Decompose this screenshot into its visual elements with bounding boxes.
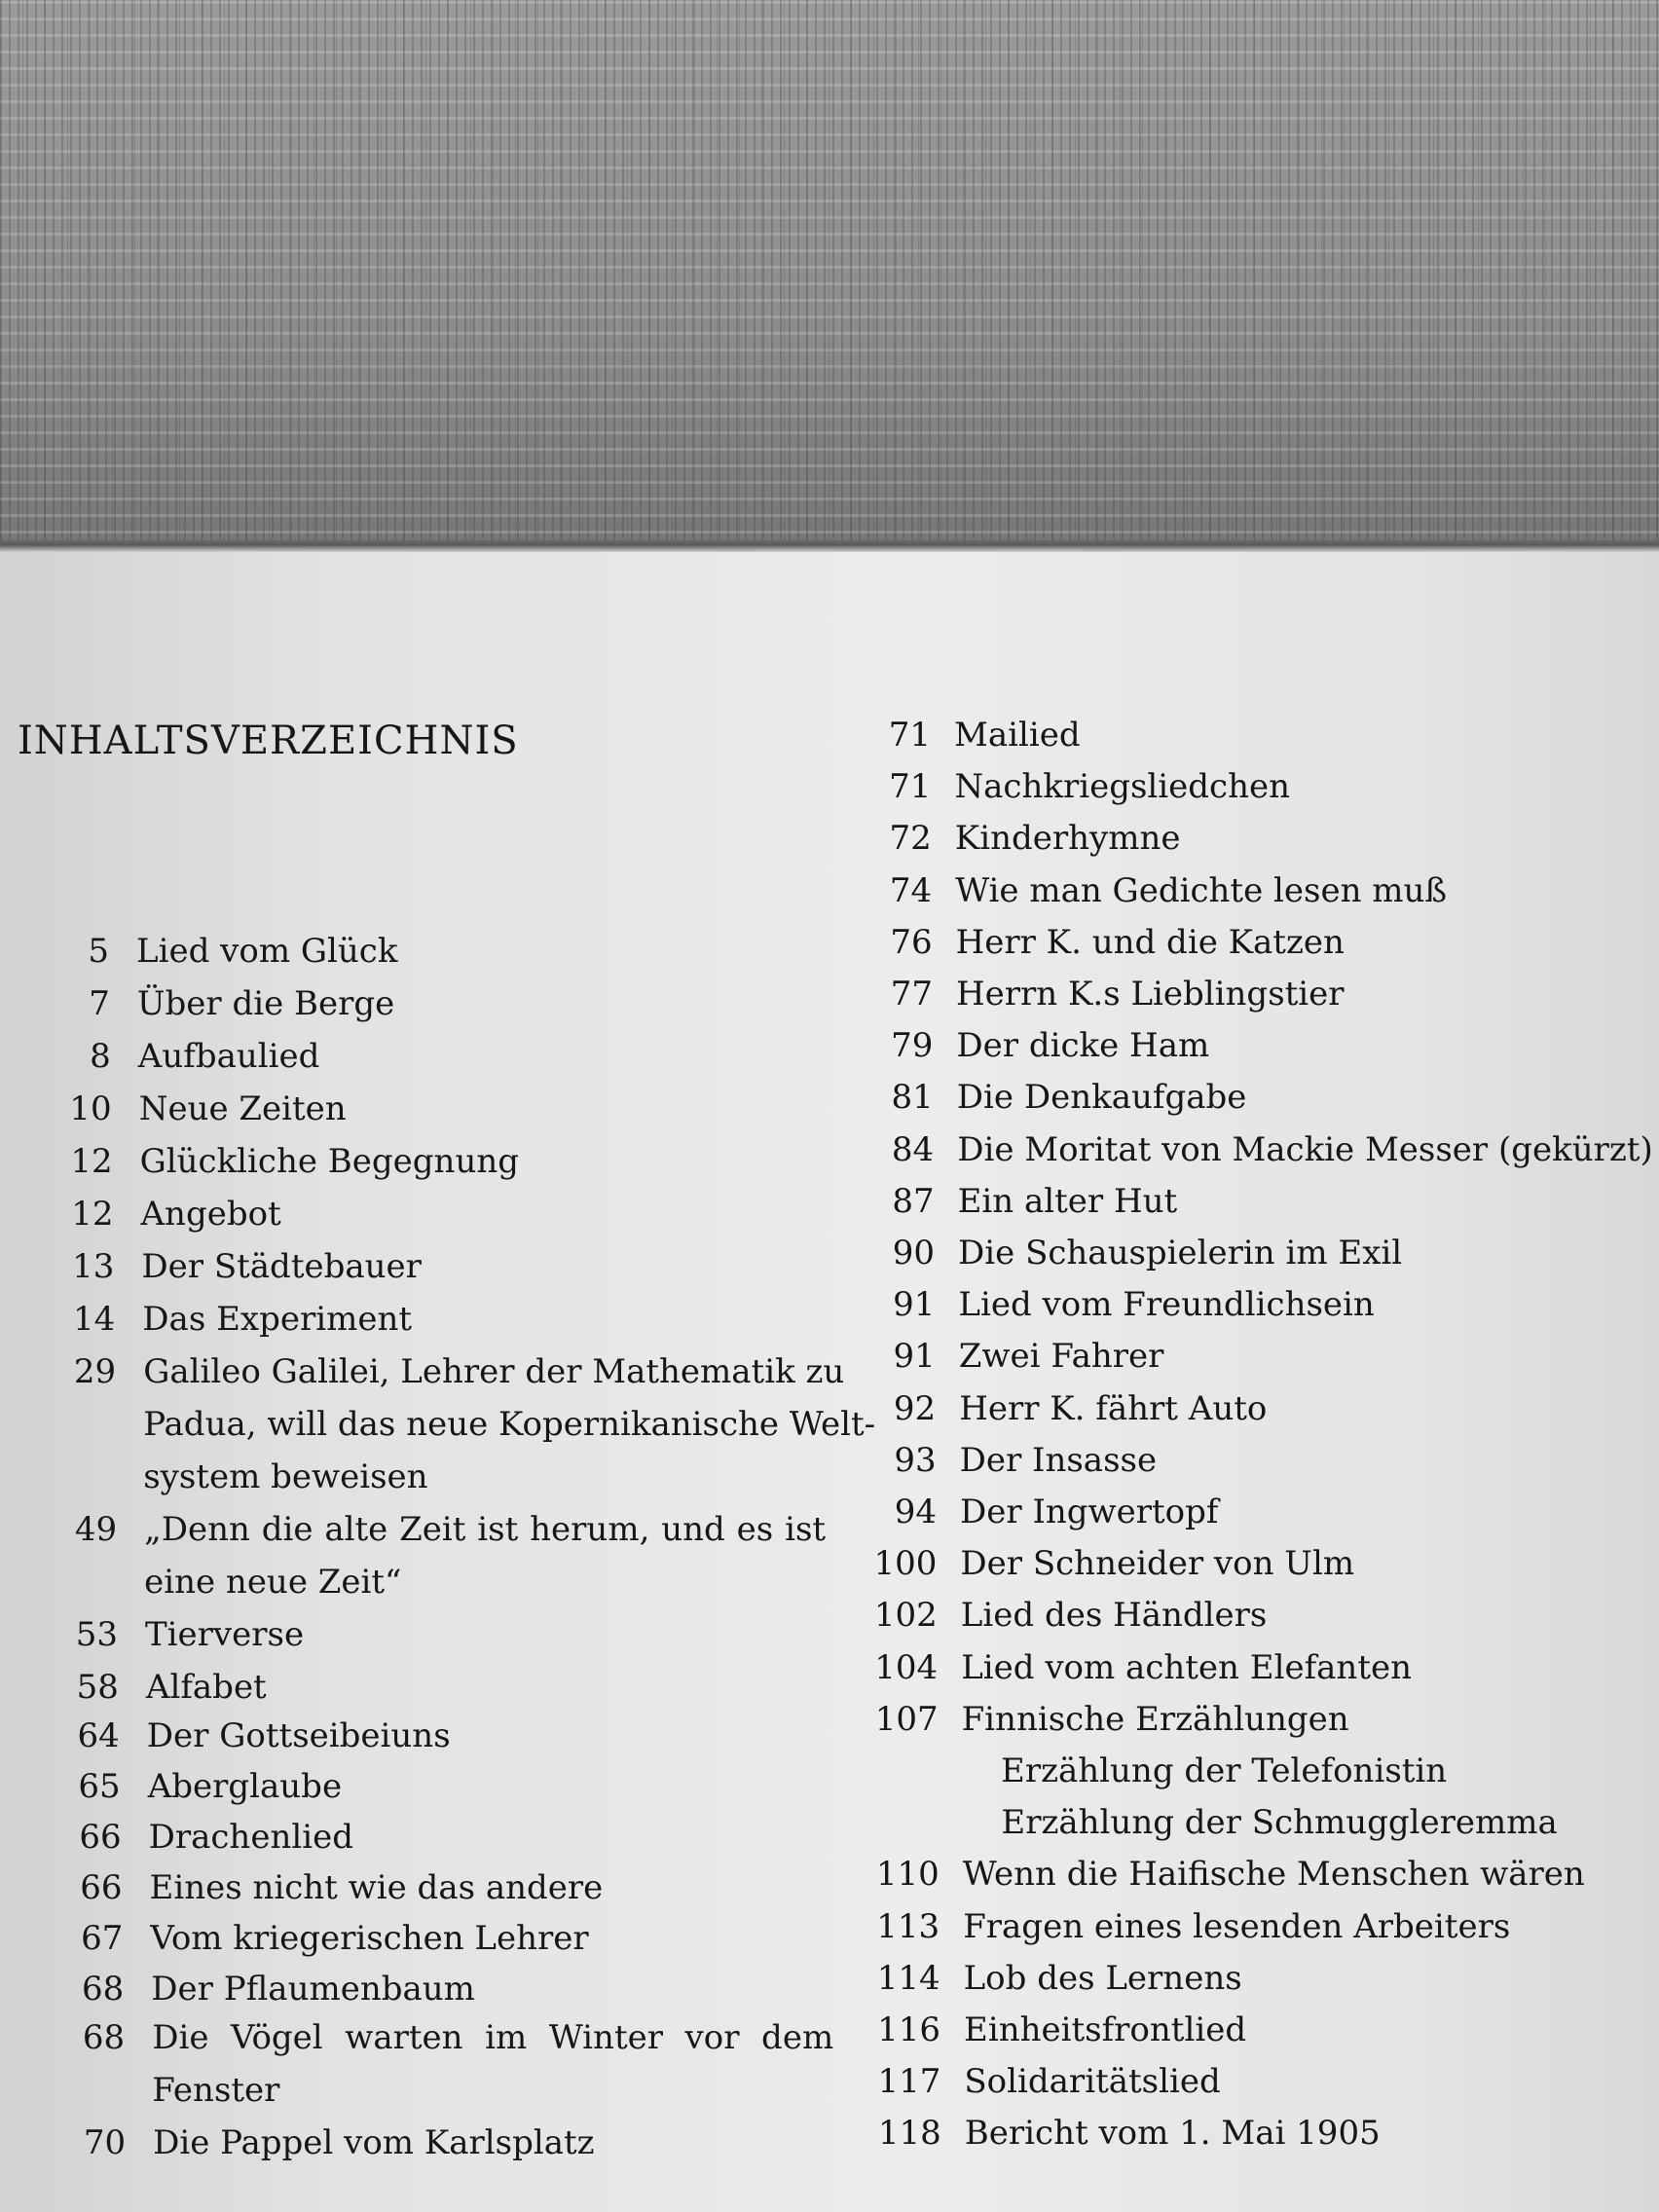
toc-page-number: 81 bbox=[891, 1078, 934, 1118]
toc-page-number: 71 bbox=[889, 767, 932, 807]
toc-title: Angebot bbox=[140, 1195, 281, 1234]
toc-title: Lied des Händlers bbox=[960, 1596, 1268, 1636]
toc-page-number: 113 bbox=[876, 1906, 940, 1946]
toc-title: Zwei Fahrer bbox=[958, 1337, 1164, 1377]
toc-page-number: 102 bbox=[873, 1596, 938, 1636]
toc-title: Tierverse bbox=[145, 1615, 305, 1654]
toc-page-number: 10 bbox=[69, 1089, 112, 1128]
toc-title: Der Pflaumenbaum bbox=[151, 1970, 475, 2009]
toc-page-number: 12 bbox=[70, 1142, 113, 1181]
toc-title: Neue Zeiten bbox=[138, 1089, 347, 1128]
toc-page-number: 71 bbox=[888, 716, 931, 755]
toc-title: Lied vom achten Elefanten bbox=[961, 1647, 1413, 1687]
toc-page-number: 8 bbox=[90, 1037, 111, 1076]
toc-title: Der Gottseibeiuns bbox=[146, 1716, 451, 1755]
toc-page-number: 72 bbox=[889, 819, 932, 859]
toc-page-number: 84 bbox=[891, 1129, 935, 1169]
toc-title: Alfabet bbox=[145, 1668, 267, 1707]
toc-title: Die Schauspielerin im Exil bbox=[958, 1234, 1403, 1272]
toc-title: Der Schneider von Ulm bbox=[960, 1544, 1355, 1584]
toc-page-number: 49 bbox=[74, 1510, 118, 1549]
toc-title: Erzählung der Telefonistin bbox=[1001, 1751, 1448, 1790]
toc-page-number: 76 bbox=[890, 922, 933, 962]
toc-title: Wenn die Haifische Menschen wären bbox=[962, 1855, 1585, 1895]
toc-title: Herr K. fährt Auto bbox=[959, 1388, 1268, 1428]
toc-page-number: 14 bbox=[73, 1300, 116, 1339]
toc-page-number: 58 bbox=[76, 1668, 119, 1707]
toc-title: Vom kriegerischen Lehrer bbox=[150, 1919, 589, 1958]
toc-title: Padua, will das neue Kopernikanische Welt- bbox=[143, 1405, 876, 1444]
toc-title: „Denn die alte Zeit ist herum, und es ist bbox=[144, 1510, 827, 1549]
toc-page-number: 92 bbox=[893, 1388, 937, 1428]
toc-title: Bericht vom 1. Mai 1905 bbox=[964, 2114, 1381, 2154]
toc-page-number: 79 bbox=[891, 1026, 934, 1066]
toc-page-number: 87 bbox=[892, 1181, 935, 1221]
toc-title: Erzählung der Schmuggleremma bbox=[1001, 1803, 1558, 1843]
toc-page-number: 13 bbox=[72, 1247, 115, 1286]
toc-page-number: 29 bbox=[73, 1352, 117, 1391]
toc-page-number: 90 bbox=[892, 1234, 935, 1272]
toc-page-number: 107 bbox=[874, 1699, 939, 1739]
toc-page-number: 67 bbox=[81, 1919, 124, 1958]
toc-page-number: 64 bbox=[77, 1716, 120, 1755]
toc-title: Der Insasse bbox=[959, 1440, 1158, 1480]
toc-page-number: 117 bbox=[877, 2062, 941, 2102]
toc-page-number: 110 bbox=[875, 1855, 940, 1895]
toc-title: Nachkriegsliedchen bbox=[954, 767, 1291, 807]
toc-page-number: 104 bbox=[874, 1647, 939, 1687]
toc-title: Ein alter Hut bbox=[957, 1181, 1178, 1221]
toc-page-number: 66 bbox=[79, 1818, 122, 1857]
toc-title: eine neue Zeit“ bbox=[144, 1563, 402, 1602]
toc-title: Einheitsfrontlied bbox=[964, 2010, 1247, 2049]
toc-title: Das Experiment bbox=[142, 1300, 413, 1339]
toc-page-number: 77 bbox=[890, 975, 933, 1014]
toc-page-number: 74 bbox=[889, 870, 933, 910]
toc-title: Herr K. und die Katzen bbox=[955, 922, 1345, 962]
page-title: INHALTSVERZEICHNIS bbox=[18, 719, 519, 763]
toc-page-number: 5 bbox=[88, 932, 109, 971]
toc-title: Mailied bbox=[954, 716, 1081, 755]
toc-page-number: 91 bbox=[893, 1285, 936, 1325]
cover-edge bbox=[0, 540, 1659, 552]
toc-title: Die Moritat von Mackie Messer (gekürzt) bbox=[957, 1129, 1653, 1169]
toc-title: Der Ingwertopf bbox=[960, 1493, 1219, 1531]
toc-title: Die Denkaufgabe bbox=[956, 1078, 1247, 1118]
toc-page-number: 12 bbox=[71, 1195, 114, 1234]
toc-title: system beweisen bbox=[143, 1457, 428, 1496]
toc-title: Wie man Gedichte lesen muß bbox=[955, 870, 1448, 910]
toc-page-number: 68 bbox=[82, 2018, 126, 2057]
toc-title: Aufbaulied bbox=[137, 1037, 320, 1076]
toc-title: Lied vom Glück bbox=[136, 932, 398, 971]
toc-title: Herrn K.s Lieblingstier bbox=[956, 975, 1345, 1014]
toc-title: Fragen eines lesenden Arbeiters bbox=[963, 1906, 1511, 1946]
toc-page-number: 116 bbox=[877, 2010, 940, 2049]
toc-title: Glückliche Begegnung bbox=[139, 1142, 519, 1181]
toc-page-number: 70 bbox=[83, 2123, 127, 2162]
toc-page-number: 66 bbox=[80, 1868, 123, 1907]
toc-title: Über die Berge bbox=[136, 984, 395, 1023]
toc-title: Der Städtebauer bbox=[141, 1247, 422, 1286]
toc-title: Kinderhymne bbox=[954, 819, 1181, 859]
toc-title: Drachenlied bbox=[148, 1818, 353, 1857]
toc-title: Aberglaube bbox=[147, 1767, 343, 1806]
toc-title: Galileo Galilei, Lehrer der Mathematik zu bbox=[143, 1352, 845, 1391]
toc-page-number: 91 bbox=[893, 1337, 936, 1377]
toc-title: Der dicke Ham bbox=[956, 1026, 1210, 1066]
toc-title: Finnische Erzählungen bbox=[961, 1699, 1349, 1739]
toc-page-number: 118 bbox=[877, 2114, 941, 2154]
toc-page-number: 65 bbox=[78, 1767, 121, 1806]
toc-title: Eines nicht wie das andere bbox=[149, 1868, 604, 1907]
book-cover-texture bbox=[0, 0, 1659, 550]
toc-page-number: 94 bbox=[894, 1493, 937, 1531]
toc-page-number: 68 bbox=[82, 1970, 125, 2009]
toc-title: Die Pappel vom Karlsplatz bbox=[153, 2123, 595, 2162]
toc-title: Solidaritätslied bbox=[964, 2062, 1221, 2102]
toc-page-number: 93 bbox=[894, 1440, 937, 1480]
toc-title: Die Vögel warten im Winter vor dem bbox=[152, 2018, 834, 2057]
toc-page-number: 100 bbox=[873, 1544, 938, 1584]
toc-title: Fenster bbox=[152, 2071, 280, 2110]
toc-page-number: 114 bbox=[876, 1958, 940, 1998]
toc-page-number: 53 bbox=[75, 1615, 118, 1654]
toc-title: Lob des Lernens bbox=[963, 1958, 1242, 1998]
toc-title: Lied vom Freundlichsein bbox=[958, 1285, 1375, 1325]
toc-page-number: 7 bbox=[89, 984, 110, 1023]
